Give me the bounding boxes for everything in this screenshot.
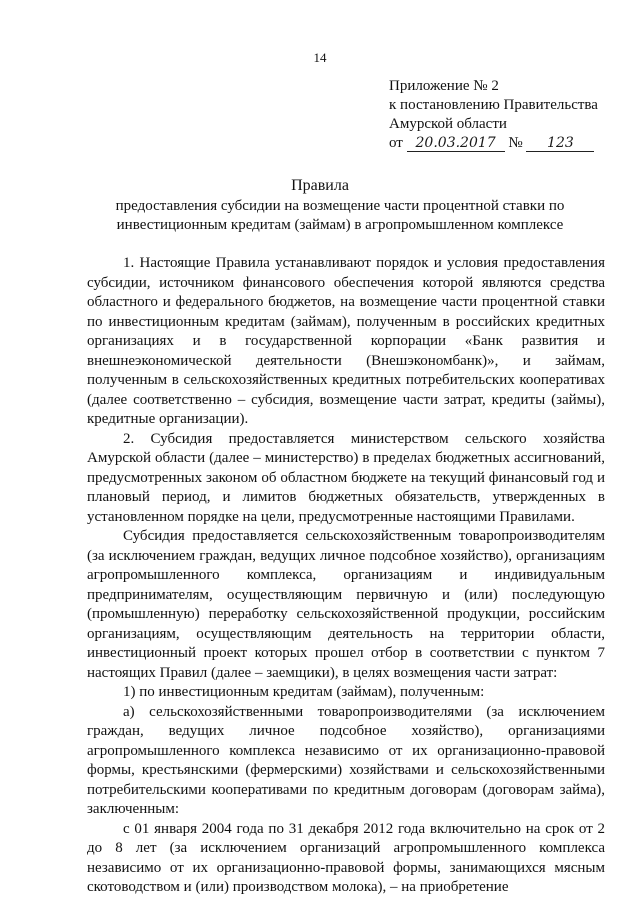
paragraph-2: 2. Субсидия предоставляется министерством сельского хозяйства Амурской области (далее – министерство) в пределах бюджетных ассигнований, предусмотренных законом об областном бюджете на текущий финансовый год и плановый период, и лимитов бюджетных обязательств, утвержденных в установленном порядке на цели, предусмотренные настоящими Правилами.: [87, 430, 605, 525]
page-number: 14: [313, 50, 327, 65]
appendix-block: [389, 77, 619, 153]
paragraph-1: 1. Настоящие Правила устанавливают порядок и условия предоставления субсидии, источником финансового обеспечения которой являются средства областного и федерального бюджетов, на возмещение части процентной ставки по инвестиционным кредитам (займам), полученным в российских кредитных организациях и в государственной корпорации «Банк развития и внешнеэкономической деятельности (Внешэкономбанк)», и займам, полученным в сельскохозяйственных кредитных потребительских кооперативах (далее соответственно – субсидия, возмещение части затрат, кредиты (займы), кредитные организации).: [87, 255, 605, 427]
number-label: №: [508, 135, 523, 151]
handwritten-number: 123: [526, 135, 594, 152]
document-body: [87, 254, 605, 898]
decree-date-number-line: [389, 134, 619, 153]
from-label: от: [389, 135, 403, 151]
appendix-decree-ref: к постановлению Правительства: [389, 97, 598, 113]
paragraph-6: с 01 января 2004 года по 31 декабря 2012 года включительно на срок от 2 до 8 лет (за исключением организаций агропромышленного комплекса независимо от их организационно-правовой формы, занимающихся мясным скотоводством и (или) производством молока), – на приобретение: [87, 820, 605, 895]
paragraph-5: а) сельскохозяйственными товаропроизводителями (за исключением граждан, ведущих личное подсобное хозяйство), организациями агропромышленного комплекса независимо от их организационно-правовой формы, крестьянскими (фермерскими) хозяйствами и сельскохозяйственными потребительскими кооперативами по кредитным договорам (договорам займа), заключенным:: [87, 703, 605, 817]
appendix-region: Амурской области: [389, 116, 507, 132]
document-title: Правила: [291, 177, 349, 194]
appendix-title: Приложение № 2: [389, 78, 499, 94]
document-subtitle: предоставления субсидии на возмещение части процентной ставки по инвестиционным кредитам (займам) в агропромышленном комплексе: [115, 198, 565, 233]
paragraph-4: 1) по инвестиционным кредитам (займам), полученным:: [123, 684, 485, 700]
paragraph-3: Субсидия предоставляется сельскохозяйственным товаропроизводителям (за исключением граждан, ведущих личное подсобное хозяйство), организациям агропромышленного комплекса, организациям и индивидуальным предпринимателям, осуществляющим первичную и (или) последующую (промышленную) переработку сельскохозяйственной продукции, российским организациям, осуществляющим деятельность на территории области, инвестиционный проект которых прошел отбор в соответствии с пунктом 7 настоящих Правил (далее – заемщики), в целях возмещения части затрат:: [87, 528, 605, 681]
handwritten-date: 20.03.2017: [407, 135, 505, 152]
